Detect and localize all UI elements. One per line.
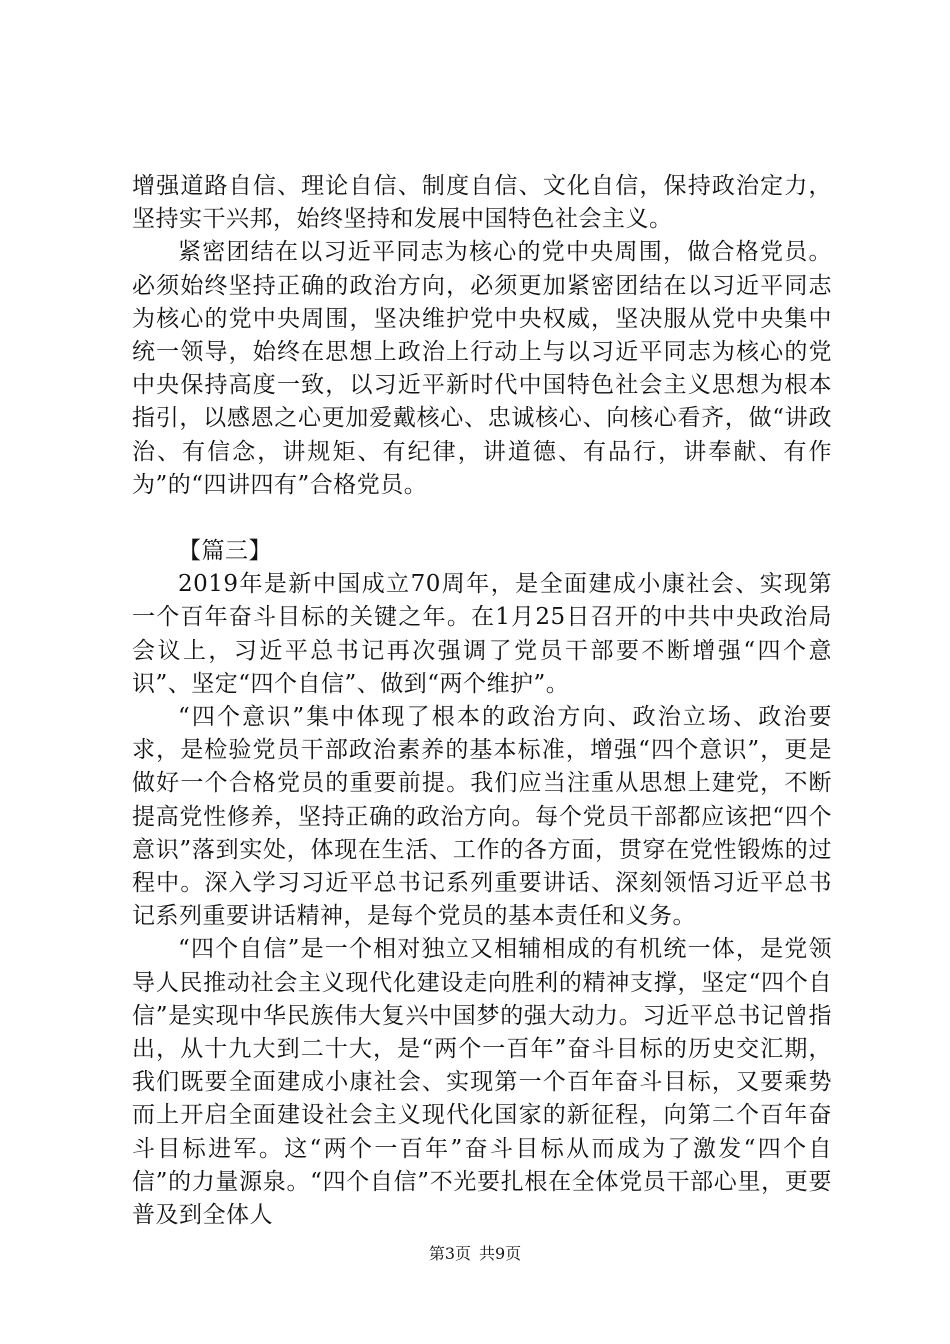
paragraph: “四个自信”是一个相对独立又相辅相成的有机统一体，是党领导人民推动社会主义现代化建设走向胜利的精神支撑，坚定“四个自信”是实现中华民族伟大复兴中国梦的强大动力。习近平总书记曾指出，从十九大到二十大，是“两个一百年”奋斗目标的历史交汇期，我们既要全面建成小康社会、实现第一个百年奋斗目标，又要乘势而上开启全面建设社会主义现代化国家的新征程，向第二个百年奋斗目标进军。这“两个一百年”奋斗目标从而成为了激发“四个自信”的力量源泉。“四个自信”不光要扎根在全体党员干部心里，更要普及到全体人 xyxy=(132,936,832,1229)
paragraph: 紧密团结在以习近平同志为核心的党中央周围，做合格党员。必须始终坚持正确的政治方向，必须更加紧密团结在以习近平同志为核心的党中央周围，坚决维护党中央权威，坚决服从党中央集中统一领导，始终在思想上政治上行动上与以习近平同志为核心的党中央保持高度一致，以习近平新时代中国特色社会主义思想为根本指引，以感恩之心更加爱戴核心、忠诚核心、向核心看齐，做“讲政治、有信念，讲规矩、有纪律，讲道德、有品行，讲奉献、有作为”的“四讲四有”合格党员。 xyxy=(132,239,832,498)
paragraph: 增强道路自信、理论自信、制度自信、文化自信，保持政治定力，坚持实干兴邦，始终坚持和发展中国特色社会主义。 xyxy=(132,173,832,233)
page-total: 共9页 xyxy=(479,1244,522,1263)
document-body xyxy=(132,170,832,1232)
page-number: 第3页 xyxy=(428,1244,471,1263)
section-heading: 【篇三】 xyxy=(178,538,272,565)
page-footer xyxy=(0,1244,950,1264)
paragraph: 2019年是新中国成立70周年，是全面建成小康社会、实现第一个百年奋斗目标的关键之年。在1月25日召开的中共中央政治局会议上，习近平总书记再次强调了党员干部要不断增强“四个意识”、坚定“四个自信”、做到“两个维护”。 xyxy=(132,571,832,697)
paragraph: “四个意识”集中体现了根本的政治方向、政治立场、政治要求，是检验党员干部政治素养的基本标准，增强“四个意识”，更是做好一个合格党员的重要前提。我们应当注重从思想上建党，不断提高党性修养，坚持正确的政治方向。每个党员干部都应该把“四个意识”落到实处，体现在生活、工作的各方面，贯穿在党性锻炼的过程中。深入学习习近平总书记系列重要讲话、深刻领悟习近平总书记系列重要讲话精神，是每个党员的基本责任和义务。 xyxy=(132,704,832,930)
